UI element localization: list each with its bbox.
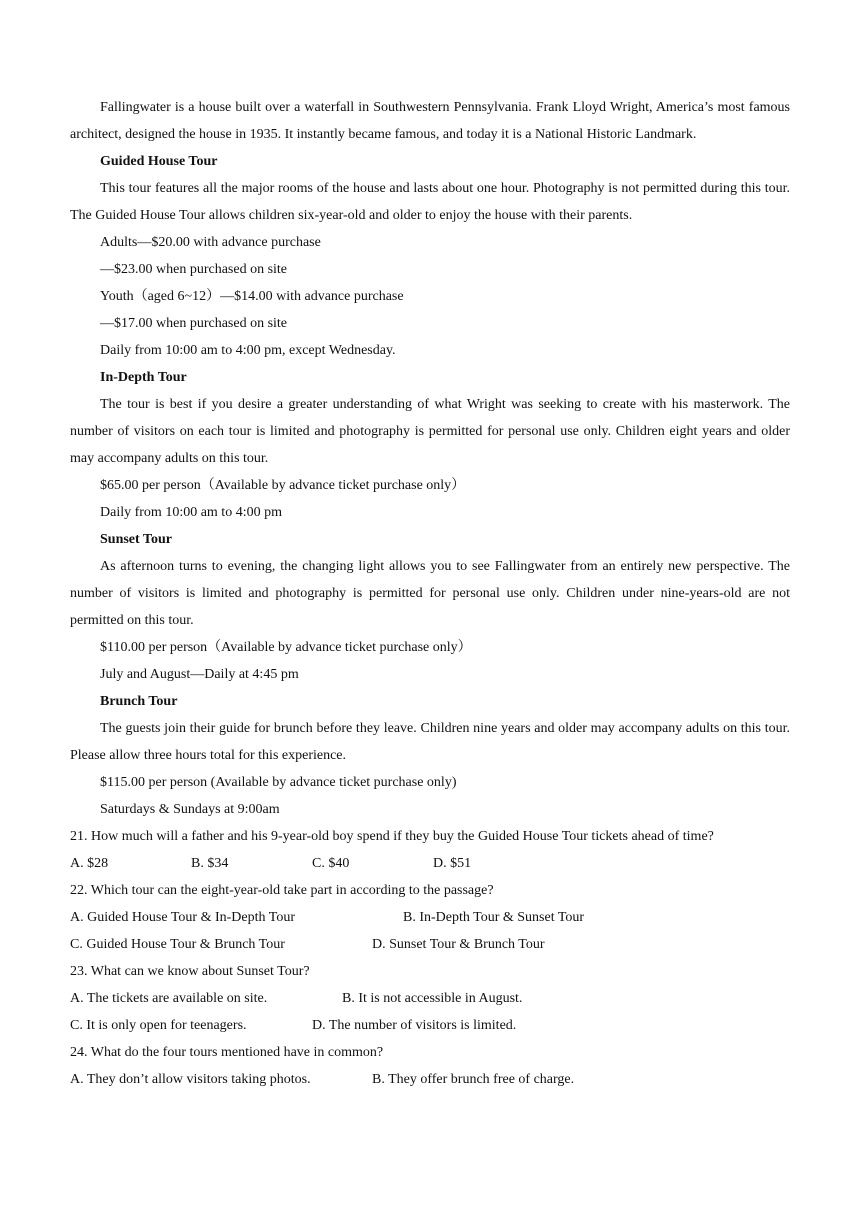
price-line: $65.00 per person（Available by advance ticket purchase only） [100,478,466,493]
price-line: $115.00 per person (Available by advance ticket purchase only) [100,775,457,790]
question-22-options-row-1 [70,904,790,931]
tour-description-brunch: The guests join their guide for brunch before they leave. Children nine years and older may accompany adults on this tour. Please allow three hours total for this experience. [70,721,790,763]
question-21-options [70,850,790,877]
question-23-options-row-1 [70,985,790,1012]
option-c: C. It is only open for teenagers. [70,1018,247,1033]
tour-description-guided: This tour features all the major rooms of the house and lasts about one hour. Photography is not permitted during this tour. The Guided House Tour allows children six-year-old and older to enjoy the house with their parents. [70,181,790,223]
tour-heading-in-depth: In-Depth Tour [100,370,187,385]
option-a: A. They don’t allow visitors taking photos. [70,1072,311,1087]
schedule-line: Daily from 10:00 am to 4:00 pm, except Wednesday. [100,343,396,358]
question-24-stem: 24. What do the four tours mentioned have in common? [70,1045,384,1060]
document-content [70,94,790,1093]
schedule-line: Saturdays & Sundays at 9:00am [100,802,280,817]
intro-paragraph: Fallingwater is a house built over a waterfall in Southwestern Pennsylvania. Frank Lloyd Wright, America’s most famous architect, designed the house in 1935. It instantly became famous, and today it is a National Historic Landmark. [70,100,790,142]
tour-heading-guided: Guided House Tour [100,154,218,169]
price-line: $110.00 per person（Available by advance ticket purchase only） [100,640,472,655]
schedule-line: Daily from 10:00 am to 4:00 pm [100,505,282,520]
price-line: —$23.00 when purchased on site [100,262,288,277]
option-d: D. Sunset Tour & Brunch Tour [372,937,545,952]
option-d: D. The number of visitors is limited. [312,1018,517,1033]
question-22-stem: 22. Which tour can the eight-year-old take part in according to the passage? [70,883,494,898]
option-b: B. In-Depth Tour & Sunset Tour [403,910,585,925]
option-a: A. Guided House Tour & In-Depth Tour [70,910,295,925]
option-c: C. Guided House Tour & Brunch Tour [70,937,285,952]
tour-description-in-depth: The tour is best if you desire a greater understanding of what Wright was seeking to create with his masterwork. The number of visitors on each tour is limited and photography is permitted for personal use only. Children eight years and older may accompany adults on this tour. [70,397,790,466]
tour-description-sunset: As afternoon turns to evening, the changing light allows you to see Fallingwater from an entirely new perspective. The number of visitors is limited and photography is permitted for personal use only. Children under nine-years-old are not permitted on this tour. [70,559,790,628]
option-a: A. The tickets are available on site. [70,991,268,1006]
option-b: B. They offer brunch free of charge. [372,1072,575,1087]
schedule-line: July and August—Daily at 4:45 pm [100,667,299,682]
option-b: B. $34 [191,856,229,871]
question-22-options-row-2 [70,931,790,958]
question-21-stem: 21. How much will a father and his 9-year-old boy spend if they buy the Guided House Tour tickets ahead of time? [70,829,714,844]
tour-heading-brunch: Brunch Tour [100,694,178,709]
question-24-options-row-1 [70,1066,790,1093]
option-d: D. $51 [433,856,472,871]
price-line: —$17.00 when purchased on site [100,316,288,331]
price-line: Youth（aged 6~12）—$14.00 with advance purchase [100,289,404,304]
question-23-stem: 23. What can we know about Sunset Tour? [70,964,310,979]
option-b: B. It is not accessible in August. [342,991,523,1006]
option-c: C. $40 [312,856,350,871]
option-a: A. $28 [70,856,109,871]
tour-heading-sunset: Sunset Tour [100,532,172,547]
question-23-options-row-2 [70,1012,790,1039]
price-line: Adults—$20.00 with advance purchase [100,235,321,250]
